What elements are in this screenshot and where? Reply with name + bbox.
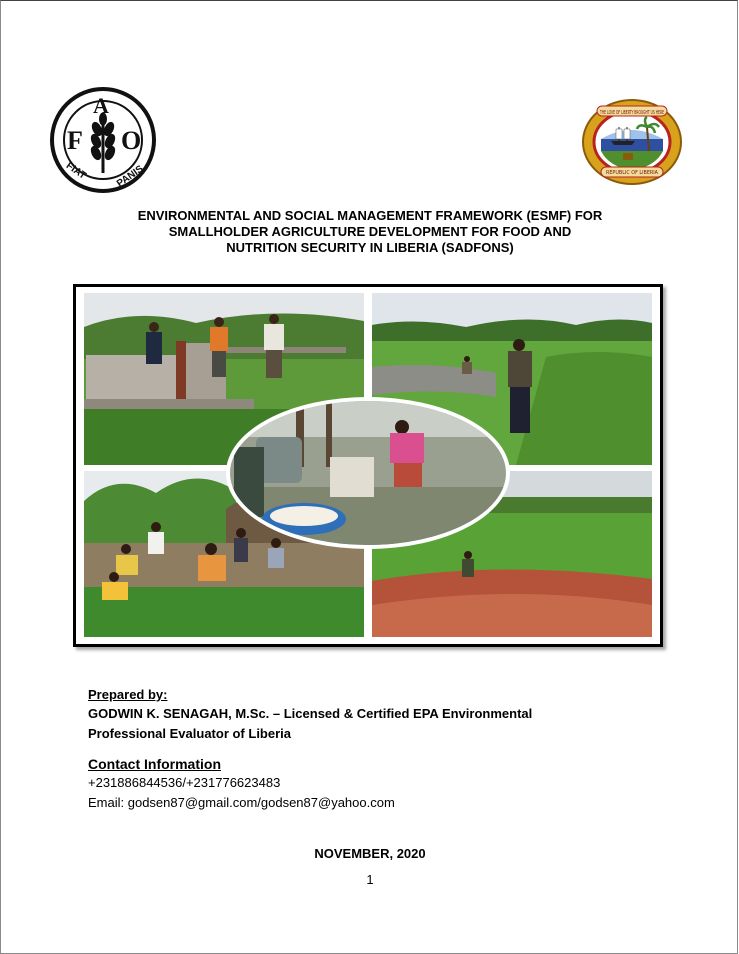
title-line-1: ENVIRONMENTAL AND SOCIAL MANAGEMENT FRAMEWORK (ESMF) FOR (137, 208, 603, 223)
document-title (61, 208, 679, 256)
contact-label: Contact Information (88, 756, 221, 772)
author-line-1: GODWIN K. SENAGAH, M.Sc. – Licensed & Certified EPA Environmental (88, 706, 533, 721)
fao-letter-f: F (67, 126, 83, 155)
seal-top-text: THE LOVE OF LIBERTY BROUGHT US HERE (599, 110, 664, 116)
prepared-by-label: Prepared by: (88, 687, 168, 702)
fao-motto-right: PANIS (114, 163, 146, 190)
title-line-2: SMALLHOLDER AGRICULTURE DEVELOPMENT FOR FOOD AND (168, 224, 572, 239)
contact-phone: +231886844536/+231776623483 (88, 775, 281, 790)
seal-bottom-text: REPUBLIC OF LIBERIA (606, 170, 659, 176)
author-line-2: Professional Evaluator of Liberia (88, 726, 291, 741)
fao-motto-left: FIAT (63, 160, 88, 182)
author-name (88, 704, 648, 744)
fao-logo (45, 87, 161, 193)
liberia-seal (581, 97, 683, 187)
title-line-3: NUTRITION SECURITY IN LIBERIA (SADFONS) (226, 240, 514, 255)
fao-letter-o: O (121, 126, 142, 155)
contact-section (88, 755, 648, 813)
prepared-by-section (88, 686, 648, 744)
contact-email: Email: godsen87@gmail.com/godsen87@yahoo.com (88, 795, 395, 810)
fao-letter-a: A (93, 93, 109, 118)
page-number: 1 (366, 872, 374, 887)
photo-collage (73, 284, 663, 647)
publication-date: NOVEMBER, 2020 (314, 846, 426, 861)
